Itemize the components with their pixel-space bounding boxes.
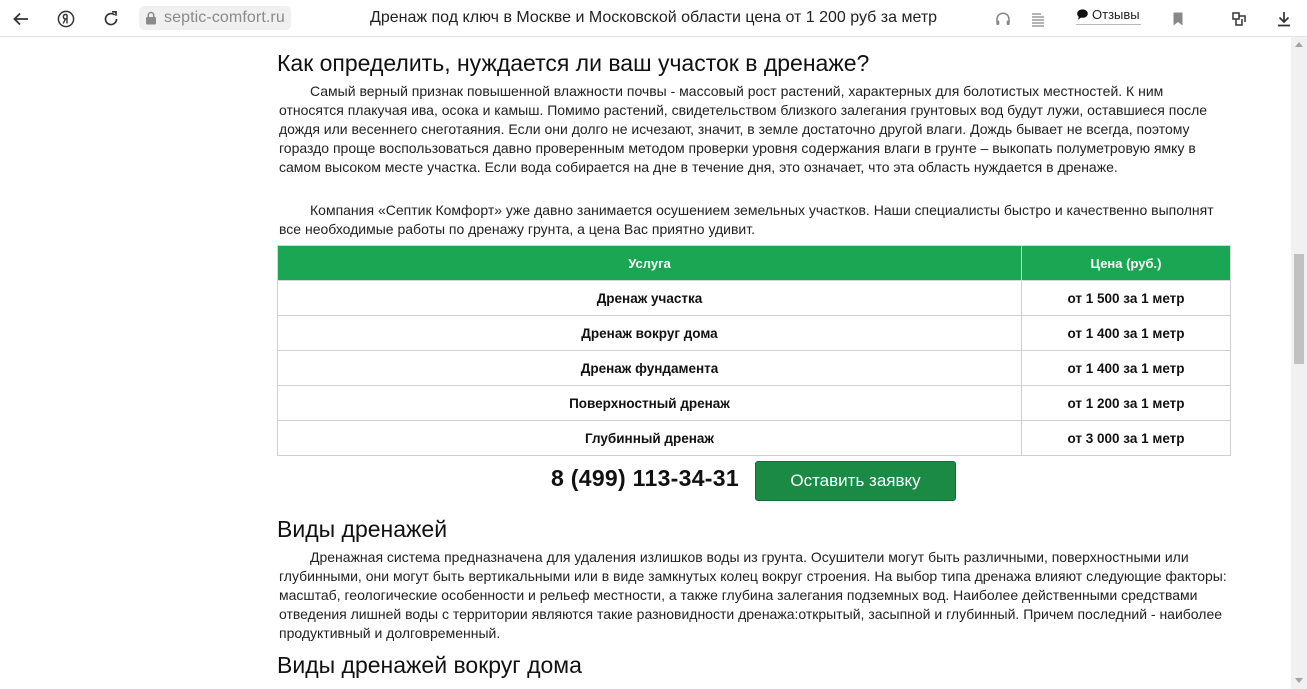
table-row bbox=[278, 351, 1231, 386]
service-cell: Дренаж участка bbox=[278, 281, 1022, 316]
price-cell: от 1 500 за 1 метр bbox=[1022, 281, 1231, 316]
price-cell: от 3 000 за 1 метр bbox=[1022, 421, 1231, 456]
reviews-button[interactable] bbox=[1076, 5, 1140, 23]
scrollbar-thumb[interactable] bbox=[1294, 254, 1304, 364]
paragraph-company-intro: Компания «Септик Комфорт» уже давно занимается осушением земельных участков. Наши специалисты быстро и качественно выполнят все необходимые работы по дренажу грунта, а цена Вас приятно удивит. bbox=[279, 202, 1214, 237]
reload-icon[interactable] bbox=[99, 7, 123, 31]
url-text: septic-comfort.ru bbox=[164, 9, 285, 26]
section-heading-drainage-types: Виды дренажей bbox=[277, 516, 448, 542]
reader-icon[interactable] bbox=[1026, 7, 1050, 31]
section-heading-drainage-need: Как определить, нуждается ли ваш участок в дренаже? bbox=[277, 50, 870, 76]
price-cell: от 1 400 за 1 метр bbox=[1022, 351, 1231, 386]
service-cell: Дренаж фундамента bbox=[278, 351, 1022, 386]
tab-title: Дренаж под ключ в Москве и Московской области цена от 1 200 руб за метр bbox=[370, 9, 938, 26]
table-header-row bbox=[278, 246, 1231, 281]
scroll-down-arrow[interactable] bbox=[1295, 678, 1303, 683]
yandex-icon[interactable] bbox=[54, 7, 78, 31]
price-table bbox=[277, 245, 1231, 456]
table-row bbox=[278, 281, 1231, 316]
scroll-up-arrow[interactable] bbox=[1295, 42, 1303, 47]
phone-number[interactable]: 8 (499) 113-34-31 bbox=[551, 465, 739, 491]
download-icon[interactable] bbox=[1272, 7, 1296, 31]
service-cell: Глубинный дренаж bbox=[278, 421, 1022, 456]
paragraph-drainage-signs: Самый верный признак повышенной влажности почвы - массовый рост растений, характерных для болотистых местностей. К ним относятся плакучая ива, осока и камыш. Помимо растений, свидетельством близкого залегания грунтовых вод будут лужи, оставшиеся после дождя или весеннего снеготаяния. Если они долго не исчезают, значит, в земле достаточно другой влаги. Дождь бывает не всегда, поэтому гораздо проще воспользоваться давно проверенным методом проверки уровня содержания влаги в грунте – выкопать полуметровую ямку в самом высоком месте участка. Если вода собирается на дне в течение дня, это означает, что эта область нуждается в дренаже. bbox=[279, 83, 1208, 175]
table-row bbox=[278, 316, 1231, 351]
reviews-underline bbox=[1076, 24, 1141, 25]
bookmark-icon[interactable] bbox=[1166, 7, 1190, 31]
address-bar[interactable] bbox=[139, 6, 291, 30]
order-button[interactable]: Оставить заявку bbox=[755, 461, 956, 501]
table-row bbox=[278, 421, 1231, 456]
service-cell: Поверхностный дренаж bbox=[278, 386, 1022, 421]
price-cell: от 1 200 за 1 метр bbox=[1022, 386, 1231, 421]
price-cell: от 1 400 за 1 метр bbox=[1022, 316, 1231, 351]
service-cell: Дренаж вокруг дома bbox=[278, 316, 1022, 351]
header-service: Услуга bbox=[278, 246, 1022, 281]
paragraph-drainage-types: Дренажная система предназначена для удаления излишков воды из грунта. Осушители могут быть различными, поверхностными или глубинными, они могут быть вертикальными или в виде замкнутых колец вокруг строения. На выбор типа дренажа влияют следующие факторы: масштаб, геологические особенности и рельеф местности, а также глубина залегания подземных вод. Наиболее действенными средствами отведения лишней воды с территории являются такие разновидности дренажа:открытый, засыпной и глубинный. Причем последний - наиболее продуктивный и долговременный. bbox=[279, 549, 1227, 641]
reviews-label: Отзывы bbox=[1092, 6, 1140, 22]
extensions-icon[interactable] bbox=[1227, 7, 1251, 31]
headphones-icon[interactable] bbox=[991, 7, 1015, 31]
lock-icon bbox=[145, 11, 157, 25]
back-icon[interactable] bbox=[9, 7, 33, 31]
browser-toolbar bbox=[0, 0, 1307, 37]
reviews-icon bbox=[1076, 8, 1089, 21]
header-price: Цена (руб.) bbox=[1022, 246, 1231, 281]
section-heading-drainage-around-house: Виды дренажей вокруг дома bbox=[277, 652, 582, 678]
table-row bbox=[278, 386, 1231, 421]
